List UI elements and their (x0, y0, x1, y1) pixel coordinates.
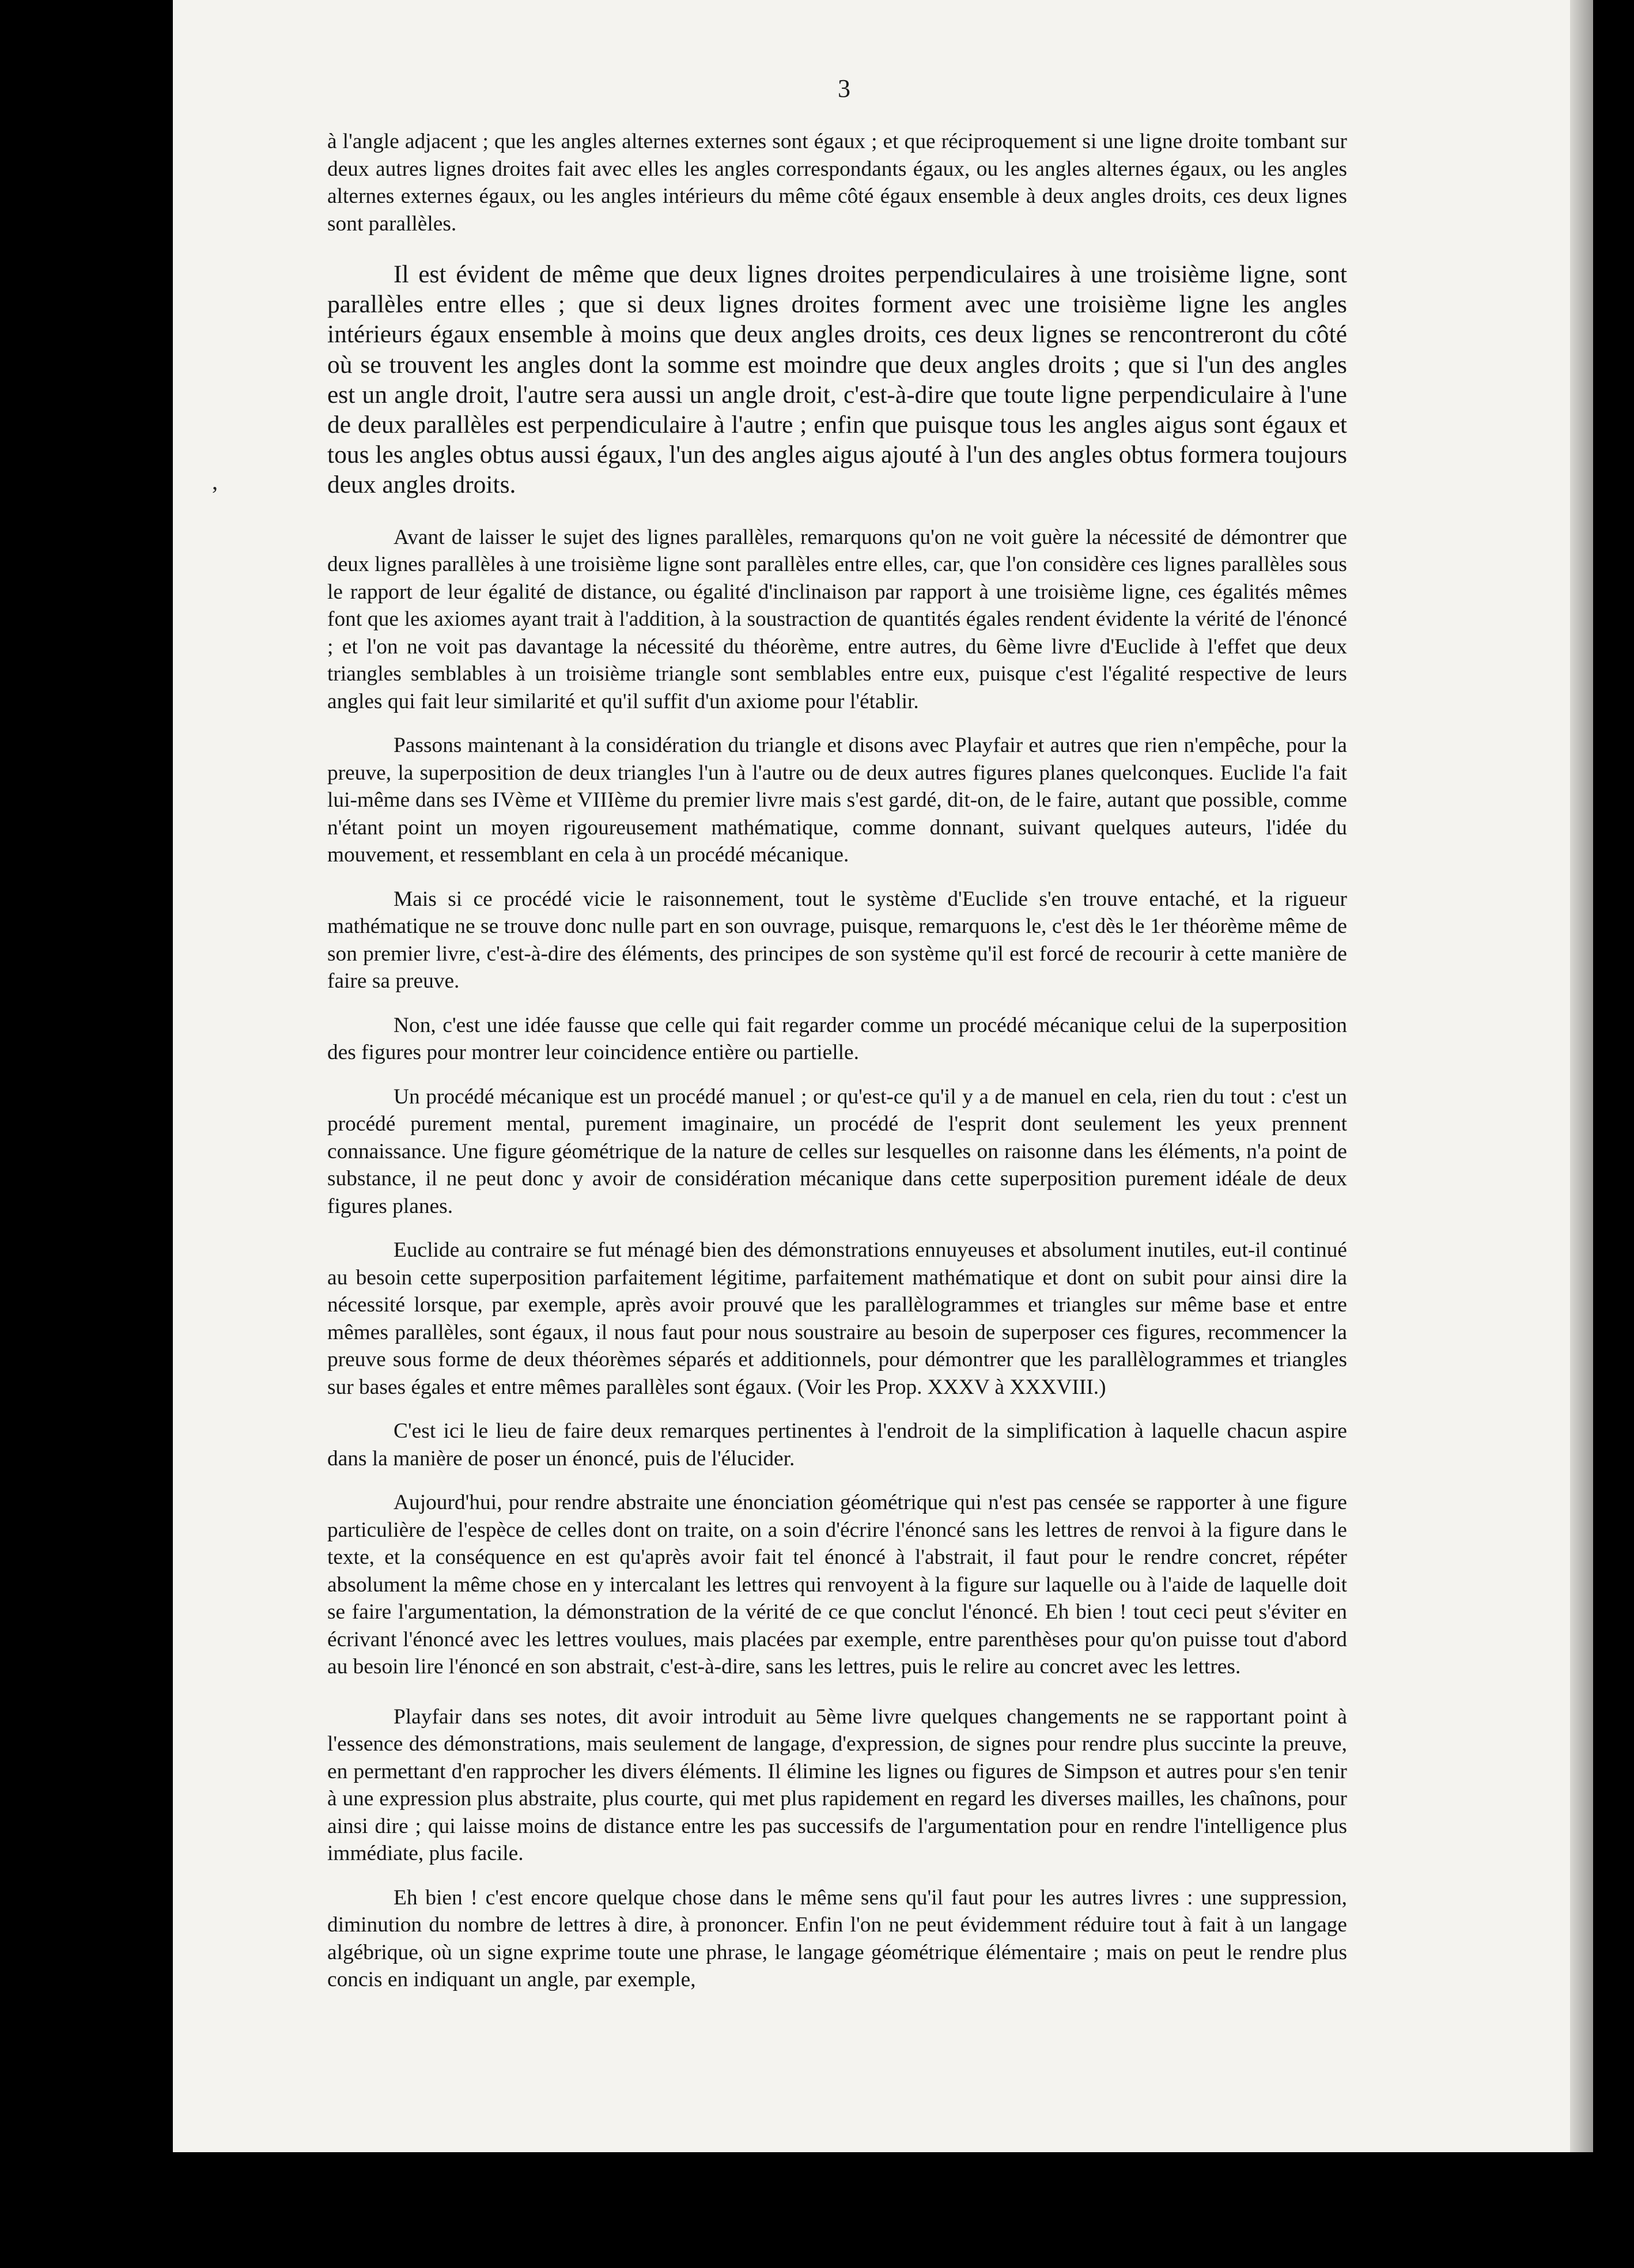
paragraph-11: Playfair dans ses notes, dit avoir introduit au 5ème livre quelques changements ne se rapportant point à l'essence des démonstrations, mais seulement de langage, d'expression, de signes pour rendre plus succinte la preuve, en permettant d'en rapprocher les divers éléments. Il élimine les lignes ou figures de Simpson et autres pour s'en tenir à une expression plus abstraite, plus courte, qui met plus rapidement en regard les diverses mailles, les chaînons, pour ainsi dire ; qui laisse moins de distance entre les pas successifs de l'argumentation pour en rendre l'intelligence plus immédiate, plus facile. (327, 1704, 1347, 1866)
paragraph-4: Passons maintenant à la considération du triangle et disons avec Playfair et autres que rien n'empêche, pour la preuve, la superposition de deux triangles l'un à l'autre ou de deux autres figures planes quelconques. Euclide l'a fait lui-même dans ses IVème et VIIIème du premier livre mais s'est gardé, dit-on, de le faire, autant que possible, comme n'étant point un moyen rigoureusement mathématique, comme donnant, suivant quelques auteurs, l'idée du mouvement, et ressemblant en cela à un procédé mécanique. (327, 734, 1347, 867)
paper-right-edge-shadow (1570, 0, 1593, 2152)
paragraph-5: Mais si ce procédé vicie le raisonnement, tout le système d'Euclide s'en trouve entaché, et la rigueur mathématique ne se trouve donc nulle part en son ouvrage, puisque, remarquons le, c'est dès le 1er théorème même de son premier livre, c'est-à-dire des éléments, des principes de son système qu'il est forcé de recourir à cette manière de faire sa preuve. (327, 887, 1347, 993)
page-number: 3 (838, 74, 850, 103)
paragraph-6: Non, c'est une idée fausse que celle qui fait regarder comme un procédé mécanique celui de la superposition des figures pour montrer leur coincidence entière ou partielle. (327, 1013, 1347, 1065)
paragraph-9: C'est ici le lieu de faire deux remarques pertinentes à l'endroit de la simplification à laquelle chacun aspire dans la manière de poser un énoncé, puis de l'élucider. (327, 1419, 1347, 1471)
paragraph-3: Avant de laisser le sujet des lignes parallèles, remarquons qu'on ne voit guère la nécessité de démontrer que deux lignes parallèles à une troisième ligne sont parallèles entre elles, car, que l'on considère ces lignes parallèles sous le rapport de leur égalité de distance, ou égalité d'inclinaison par rapport à une troisième ligne, ces égalités mêmes font que les axiomes ayant trait à l'addition, à la soustraction de quantités égales rendent évidente la vérité de l'énoncé ; et l'on ne voit pas davantage la nécessité du théorème, entre autres, du 6ème livre d'Euclide à l'effet que deux triangles semblables à un troisième triangle sont semblables entre eux, puisque c'est l'égalité respective de leurs angles qui fait leur similarité et qu'il suffit d'un axiome pour l'établir. (327, 525, 1347, 713)
body-text (327, 128, 1347, 1994)
paragraph-1: à l'angle adjacent ; que les angles alternes externes sont égaux ; et que réciproquement si une ligne droite tombant sur deux autres lignes droites fait avec elles les angles correspondants égaux, ou les angles alternes égaux, ou les angles alternes externes égaux, ou les angles intérieurs du même côté égaux ensemble à deux angles droits, ces deux lignes sont parallèles. (327, 130, 1347, 236)
paragraph-7: Un procédé mécanique est un procédé manuel ; or qu'est-ce qu'il y a de manuel en cela, rien du tout : c'est un procédé purement mental, purement imaginaire, un procédé de l'esprit dont seulement les yeux prennent connaissance. Une figure géométrique de la nature de celles sur lesquelles on raisonne dans les éléments, n'a point de substance, il ne peut donc y avoir de considération mécanique dans cette superposition purement idéale de deux figures planes. (327, 1084, 1347, 1218)
paragraph-8: Euclide au contraire se fut ménagé bien des démonstrations ennuyeuses et absolument inutiles, eut-il continué au besoin cette superposition parfaitement légitime, parfaitement mathématique et dont on subit pour ainsi dire la nécessité lorsque, par exemple, après avoir prouvé que les parallèlogrammes et triangles sur même base et entre mêmes parallèles, sont égaux, il nous faut pour nous soustraire au besoin de superposer ces figures, recommencer la preuve sous forme de deux théorèmes séparés et additionnels, pour démontrer que les parallèlogrammes et triangles sur bases égales et entre mêmes parallèles sont égaux. (Voir les Prop. XXXV à XXXVIII.) (327, 1238, 1347, 1399)
paragraph-10: Aujourd'hui, pour rendre abstraite une énonciation géométrique qui n'est pas censée se rapporter à une figure particulière de l'espèce de celles dont on traite, on a soin d'écrire l'énoncé sans les lettres de renvoi à la figure dans le texte, et la conséquence en est qu'après avoir fait tel énoncé à l'abstrait, il faut pour le rendre concret, répéter absolument la même chose en y intercalant les lettres qui renvoyent à la figure sur laquelle ou à l'aide de laquelle doit se faire l'argumentation, la démonstration de la vérité de ce que conclut l'énoncé. Eh bien ! tout ceci peut s'éviter en écrivant l'énoncé avec les lettres voulues, mais placées par exemple, entre parenthèses pour qu'on puisse tout d'abord au besoin lire l'énoncé en son abstrait, c'est-à-dire, sans les lettres, puis le relire au concret avec les lettres. (327, 1491, 1347, 1679)
paragraph-2: Il est évident de même que deux lignes droites perpendiculaires à une troisième ligne, sont parallèles entre elles ; que si deux lignes droites forment avec une troisième ligne les angles intérieurs égaux ensemble à moins que deux angles droits, ces deux lignes se rencontreront du côté où se trouvent les angles dont la somme est moindre que deux angles droits ; que si l'un des angles est un angle droit, l'autre sera aussi un angle droit, c'est-à-dire que toute ligne perpendiculaire à l'une de deux parallèles est perpendiculaire à l'autre ; enfin que puisque tous les angles aigus sont égaux et tous les angles obtus aussi égaux, l'un des angles aigus ajouté à l'un des angles obtus formera toujours deux angles droits. (327, 260, 1347, 499)
margin-mark: , (212, 468, 218, 494)
paragraph-12: Eh bien ! c'est encore quelque chose dans le même sens qu'il faut pour les autres livres : une suppression, diminution du nombre de lettres à dire, à prononcer. Enfin l'on ne peut évidemment réduire tout à fait à un langage algébrique, où un signe exprime toute une phrase, le langage géométrique élémentaire ; mais on peut le rendre plus concis en indiquant un angle, par exemple, (327, 1885, 1347, 1992)
